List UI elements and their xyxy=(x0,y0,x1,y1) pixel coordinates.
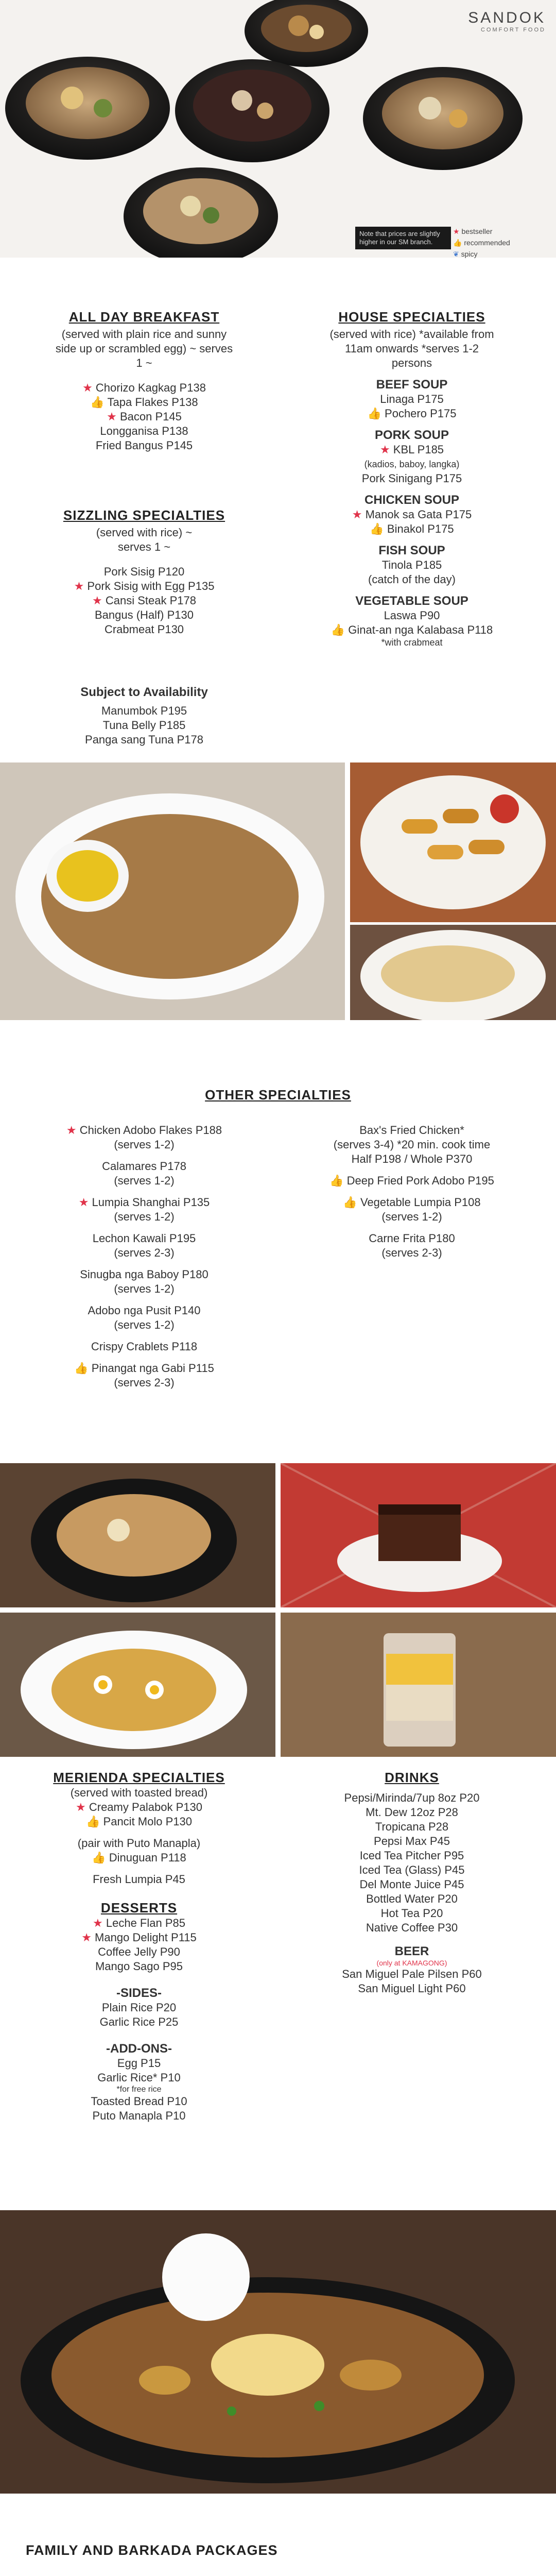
menu-item: Longganisa P138 xyxy=(100,425,188,437)
house-specialties-section xyxy=(288,309,535,648)
menu-item: Mt. Dew 12oz P28 xyxy=(366,1806,458,1819)
beef-soup-group xyxy=(288,378,535,421)
pair-note: (pair with Puto Manapla) xyxy=(77,1837,201,1850)
menu-item: Del Monte Juice P45 xyxy=(359,1878,464,1891)
price-note xyxy=(355,227,451,249)
merienda-subtitle: (served with toasted bread) xyxy=(70,1786,208,1799)
other-title: OTHER SPECIALTIES xyxy=(205,1087,351,1103)
thumb-icon: 👍 xyxy=(343,1196,360,1209)
header-photo-clay-pots xyxy=(0,0,556,258)
menu-item: Linaga P175 xyxy=(380,393,444,405)
menu-item: Crispy Crablets P118 xyxy=(91,1340,198,1353)
menu-item: Toasted Bread P10 xyxy=(91,2095,187,2108)
star-icon: ★ xyxy=(93,1917,106,1929)
star-icon: ★ xyxy=(107,410,120,423)
menu-item: Tuna Belly P185 xyxy=(102,719,186,732)
addon-note: *for free rice xyxy=(116,2085,162,2094)
menu-item: (kadios, baboy, langka) xyxy=(364,459,460,469)
menu-item: Tropicana P28 xyxy=(375,1820,449,1833)
menu-item: ★ Cansi Steak P178 xyxy=(92,594,196,607)
menu-item: Pork Sisig P120 xyxy=(103,565,185,578)
group-title: CHICKEN SOUP xyxy=(364,493,460,507)
menu-item: ★ KBL P185 xyxy=(379,443,444,456)
menu-item: ★ Chicken Adobo Flakes P188 (serves 1-2) xyxy=(66,1124,222,1151)
menu-item: 👍 Pochero P175 xyxy=(367,407,457,420)
availability-title: Subject to Availability xyxy=(80,685,208,699)
menu-item: 👍 Vegetable Lumpia P108 (serves 1-2) xyxy=(343,1196,481,1223)
star-icon: ★ xyxy=(453,227,460,235)
menu-item: *with crabmeat xyxy=(381,637,443,648)
sizzling-section xyxy=(21,507,268,637)
pork-soup-group xyxy=(288,428,535,486)
photo-lumpia-shanghai xyxy=(350,762,556,922)
sizzling-title: SIZZLING SPECIALTIES xyxy=(63,507,225,523)
star-icon: ★ xyxy=(74,580,88,592)
all-day-breakfast-section xyxy=(21,309,268,453)
chicken-soup-group xyxy=(288,493,535,536)
house-subtitle: (served with rice) *available from 11am onwards *serves 1-2 persons xyxy=(329,328,494,369)
menu-item: San Miguel Light P60 xyxy=(358,1982,466,1995)
menu-item: Egg P15 xyxy=(117,2057,161,2070)
legend xyxy=(453,226,510,260)
group-title: FISH SOUP xyxy=(378,544,445,557)
menu-item: Pepsi/Mirinda/7up 8oz P20 xyxy=(344,1791,480,1804)
fish-soup-group xyxy=(288,544,535,587)
menu-item: ★ Bacon P145 xyxy=(107,410,182,423)
thumb-icon: 👍 xyxy=(367,407,385,420)
thumb-icon: 👍 xyxy=(92,1851,109,1864)
menu-item: Fresh Lumpia P45 xyxy=(93,1873,185,1886)
brand-name: SANDOK xyxy=(468,9,546,26)
sizzling-subtitle: (served with rice) ~ serves 1 ~ xyxy=(96,526,193,553)
star-icon: ★ xyxy=(76,1801,89,1814)
addons-title: -ADD-ONS- xyxy=(106,2042,172,2056)
menu-item: (catch of the day) xyxy=(368,573,456,586)
menu-item: 👍 Dinuguan P118 xyxy=(92,1851,186,1864)
menu-item: Garlic Rice P25 xyxy=(99,2015,179,2028)
menu-item: Laswa P90 xyxy=(384,609,440,622)
drinks-title: DRINKS xyxy=(385,1770,439,1785)
menu-item: Native Coffee P30 xyxy=(366,1921,458,1934)
photo-adobo-flakes xyxy=(0,762,345,1020)
packages-title: FAMILY AND BARKADA PACKAGES xyxy=(26,2543,278,2558)
other-right-column xyxy=(288,1123,535,1267)
photo-pancit-molo xyxy=(0,1463,275,1607)
group-title: VEGETABLE SOUP xyxy=(355,594,468,608)
all-day-title: ALL DAY BREAKFAST xyxy=(68,309,220,325)
menu-item: 👍 Deep Fried Pork Adobo P195 xyxy=(329,1174,494,1187)
brand-logo xyxy=(468,9,546,33)
desserts-title: DESSERTS xyxy=(100,1900,178,1916)
thumb-icon: 👍 xyxy=(90,396,108,409)
menu-item: ★ Chorizo Kagkag P138 xyxy=(82,381,206,394)
pepper-icon: ❦ xyxy=(453,250,459,258)
menu-item: Coffee Jelly P90 xyxy=(98,1945,180,1958)
menu-item: Bottled Water P20 xyxy=(366,1892,458,1905)
star-icon: ★ xyxy=(82,381,96,394)
menu-item: ★ Leche Flan P85 xyxy=(93,1917,185,1929)
star-icon: ★ xyxy=(92,594,106,607)
menu-item: Pork Sinigang P175 xyxy=(361,472,462,485)
menu-item: Bangus (Half) P130 xyxy=(95,608,194,621)
legend-bestseller: ★ bestseller xyxy=(453,227,493,235)
legend-recommended: 👍 recommended xyxy=(453,239,510,247)
menu-item: 👍 Binakol P175 xyxy=(370,522,454,535)
menu-item: Panga sang Tuna P178 xyxy=(85,733,203,746)
star-icon: ★ xyxy=(66,1124,80,1137)
menu-item: ★ Manok sa Gata P175 xyxy=(352,508,472,521)
menu-item: Bax's Fried Chicken* (serves 3-4) *20 min. cook time Half P198 / Whole P370 xyxy=(333,1124,491,1165)
menu-item: Puto Manapla P10 xyxy=(92,2109,186,2122)
menu-item: 👍 Pinangat nga Gabi P115 (serves 2-3) xyxy=(74,1362,214,1389)
legend-spicy: ❦ spicy xyxy=(453,250,478,258)
menu-item: Pepsi Max P45 xyxy=(374,1835,450,1848)
menu-item: ★ Creamy Palabok P130 xyxy=(76,1801,202,1814)
menu-item: ★ Lumpia Shanghai P135 (serves 1-2) xyxy=(78,1196,210,1223)
menu-item: Plain Rice P20 xyxy=(101,2001,177,2014)
menu-item: Fried Bangus P145 xyxy=(95,439,193,452)
sides-title: -SIDES- xyxy=(116,1986,162,2000)
menu-item: Hot Tea P20 xyxy=(380,1907,443,1920)
menu-item: Iced Tea (Glass) P45 xyxy=(359,1863,465,1876)
menu-item: Calamares P178 (serves 1-2) xyxy=(102,1160,186,1187)
availability-section xyxy=(21,685,268,747)
beer-title: BEER xyxy=(394,1944,429,1958)
menu-item: Lechon Kawali P195 (serves 2-3) xyxy=(92,1232,196,1259)
photo-dessert-cake xyxy=(281,1463,556,1607)
photo-calamares xyxy=(350,925,556,1020)
menu-item: Carne Frita P180 (serves 2-3) xyxy=(369,1232,455,1259)
vegetable-soup-group xyxy=(288,594,535,648)
other-left-column xyxy=(21,1123,268,1397)
photo-palabok-egg xyxy=(0,1613,275,1757)
star-icon: ★ xyxy=(352,508,366,521)
thumb-icon: 👍 xyxy=(370,522,387,535)
menu-item: Adobo nga Pusit P140 (serves 1-2) xyxy=(88,1304,201,1331)
thumb-icon: 👍 xyxy=(329,1174,347,1187)
merienda-title: MERIENDA SPECIALTIES xyxy=(53,1770,225,1785)
thumb-icon: 👍 xyxy=(331,623,349,636)
star-icon: ★ xyxy=(81,1931,95,1944)
star-icon: ★ xyxy=(379,443,393,456)
group-title: BEEF SOUP xyxy=(376,378,448,392)
all-day-subtitle: (served with plain rice and sunny side up or scrambled egg) ~ serves 1 ~ xyxy=(55,328,233,369)
menu-item: ★ Pork Sisig with Egg P135 xyxy=(74,580,215,592)
menu-item: ★ Mango Delight P115 xyxy=(81,1931,197,1944)
star-icon: ★ xyxy=(78,1196,92,1209)
house-title: HOUSE SPECIALTIES xyxy=(338,309,485,325)
menu-item: Garlic Rice* P10 xyxy=(97,2071,181,2084)
drinks-section xyxy=(288,1770,535,1996)
menu-item: 👍 Ginat-an nga Kalabasa P118 xyxy=(331,623,493,636)
thumb-icon: 👍 xyxy=(453,239,462,247)
merienda-section xyxy=(15,1770,263,2123)
menu-item: 👍 Tapa Flakes P138 xyxy=(90,396,198,409)
menu-item: Mango Sago P95 xyxy=(95,1960,183,1973)
brand-tagline: COMFORT FOOD xyxy=(480,27,546,33)
menu-item: Iced Tea Pitcher P95 xyxy=(359,1849,464,1862)
menu-item: Sinugba nga Baboy P180 (serves 1-2) xyxy=(80,1268,208,1295)
menu-item: Tinola P185 xyxy=(381,558,442,571)
menu-item: Crabmeat P130 xyxy=(104,623,184,636)
menu-item: Manumbok P195 xyxy=(101,704,187,717)
group-title: PORK SOUP xyxy=(374,428,449,442)
menu-item: San Miguel Pale Pilsen P60 xyxy=(342,1968,482,1980)
thumb-icon: 👍 xyxy=(86,1815,103,1828)
photo-mango-delight xyxy=(281,1613,556,1757)
photo-sizzling-sisig xyxy=(0,2210,556,2494)
price-note-text: Note that prices are slightly higher in our SM branch. xyxy=(359,230,440,246)
menu-item: 👍 Pancit Molo P130 xyxy=(86,1815,192,1828)
thumb-icon: 👍 xyxy=(74,1362,92,1375)
beer-note: (only at KAMAGONG) xyxy=(376,1959,447,1967)
